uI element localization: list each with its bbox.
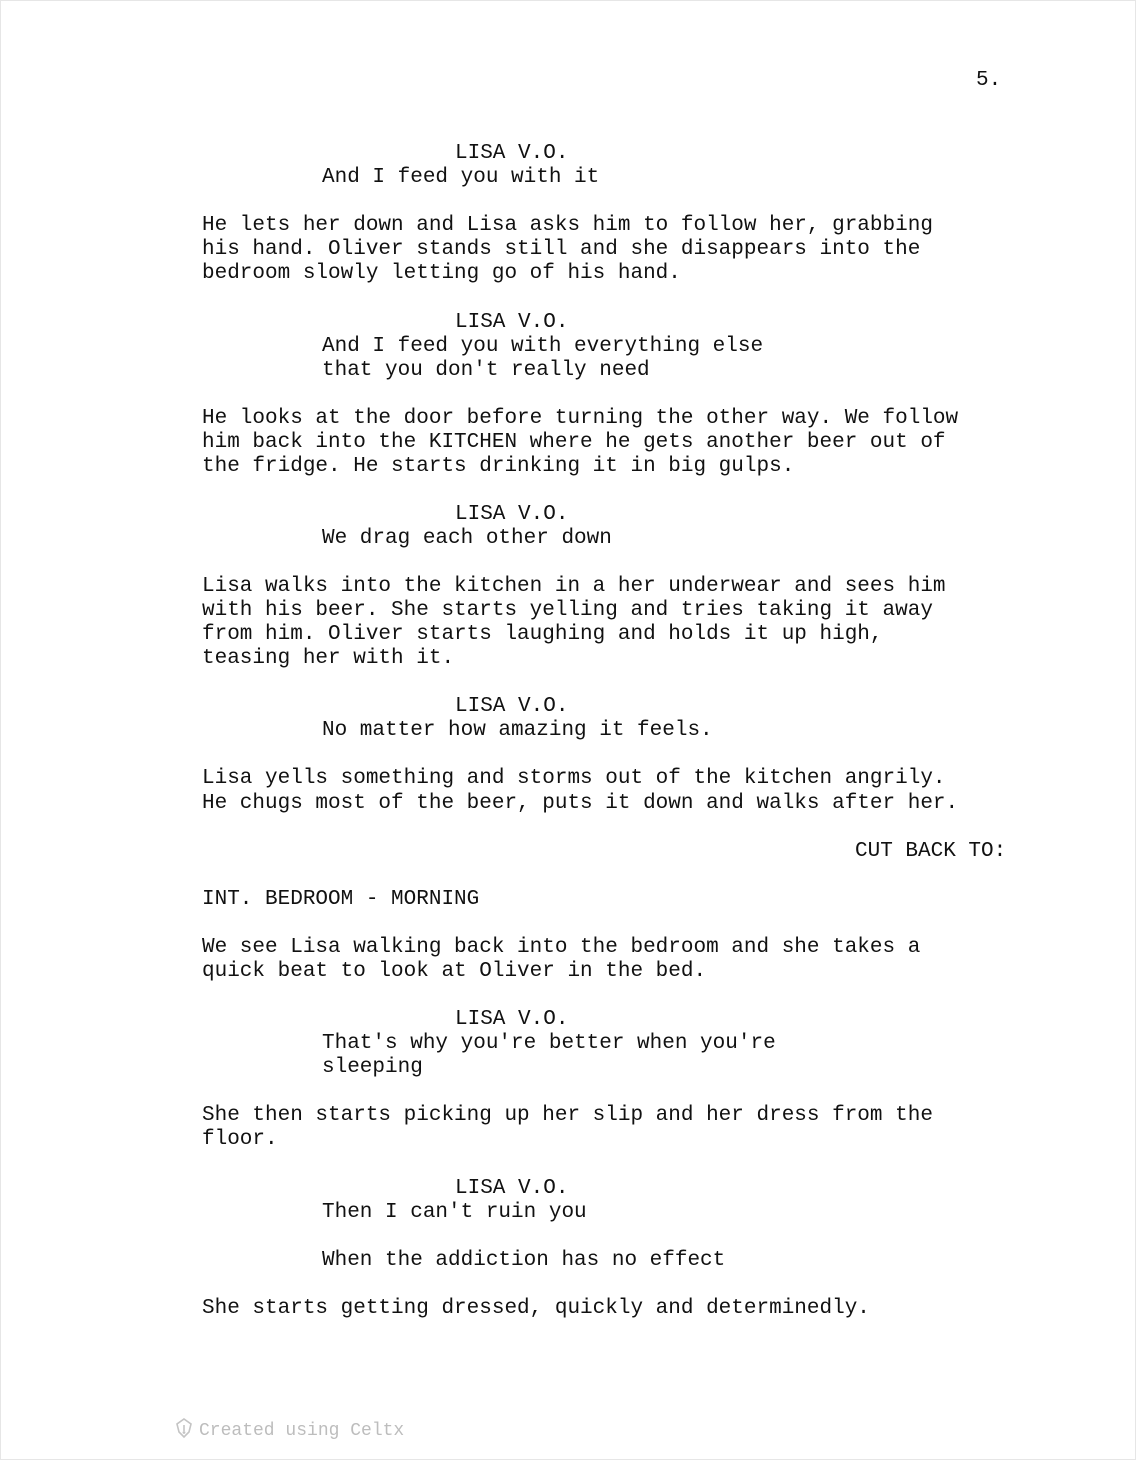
character-name: LISA V.O. [455, 503, 569, 526]
action-line: his hand. Oliver stands still and she disappears into the [202, 238, 921, 261]
action-line: with his beer. She starts yelling and tries taking it away [202, 599, 933, 622]
character-name: LISA V.O. [455, 142, 569, 165]
action-line: him back into the KITCHEN where he gets another beer out of [202, 431, 946, 454]
dialogue-line: That's why you're better when you're [322, 1032, 776, 1055]
action-line: He lets her down and Lisa asks him to follow her, grabbing [202, 214, 933, 237]
footer-text: Created using Celtx [199, 1421, 405, 1441]
action-line: from him. Oliver starts laughing and holds it up high, [202, 623, 883, 646]
action-line: the fridge. He starts drinking it in big gulps. [202, 455, 795, 478]
action-line: floor. [202, 1128, 278, 1151]
dialogue-line: We drag each other down [322, 527, 612, 550]
action-line: quick beat to look at Oliver in the bed. [202, 960, 707, 983]
character-name: LISA V.O. [455, 695, 569, 718]
dialogue-line: that you don't really need [322, 359, 650, 382]
action-line: bedroom slowly letting go of his hand. [202, 262, 681, 285]
dialogue-line: sleeping [322, 1056, 423, 1079]
dialogue-line: Then I can't ruin you [322, 1201, 587, 1224]
action-line: Lisa walks into the kitchen in a her underwear and sees him [202, 575, 946, 598]
page-number: 5. [976, 69, 1002, 92]
action-line: teasing her with it. [202, 647, 455, 670]
dialogue-line: No matter how amazing it feels. [322, 719, 713, 742]
action-line: She starts getting dressed, quickly and determinedly. [202, 1297, 870, 1320]
action-line: He chugs most of the beer, puts it down and walks after her. [202, 792, 959, 815]
dialogue-line: And I feed you with everything else [322, 335, 764, 358]
dialogue-line: And I feed you with it [322, 166, 600, 189]
action-line: We see Lisa walking back into the bedroom and she takes a [202, 936, 921, 959]
celtx-logo-icon [175, 1417, 193, 1445]
character-name: LISA V.O. [455, 1177, 569, 1200]
footer [175, 1417, 404, 1445]
action-line: He looks at the door before turning the other way. We follow [202, 407, 959, 430]
dialogue-line: When the addiction has no effect [322, 1249, 726, 1272]
action-line: She then starts picking up her slip and her dress from the [202, 1104, 933, 1127]
scene-heading: INT. BEDROOM - MORNING [202, 888, 480, 911]
transition: CUT BACK TO: [855, 840, 1007, 863]
character-name: LISA V.O. [455, 311, 569, 334]
character-name: LISA V.O. [455, 1008, 569, 1031]
action-line: Lisa yells something and storms out of the kitchen angrily. [202, 767, 946, 790]
